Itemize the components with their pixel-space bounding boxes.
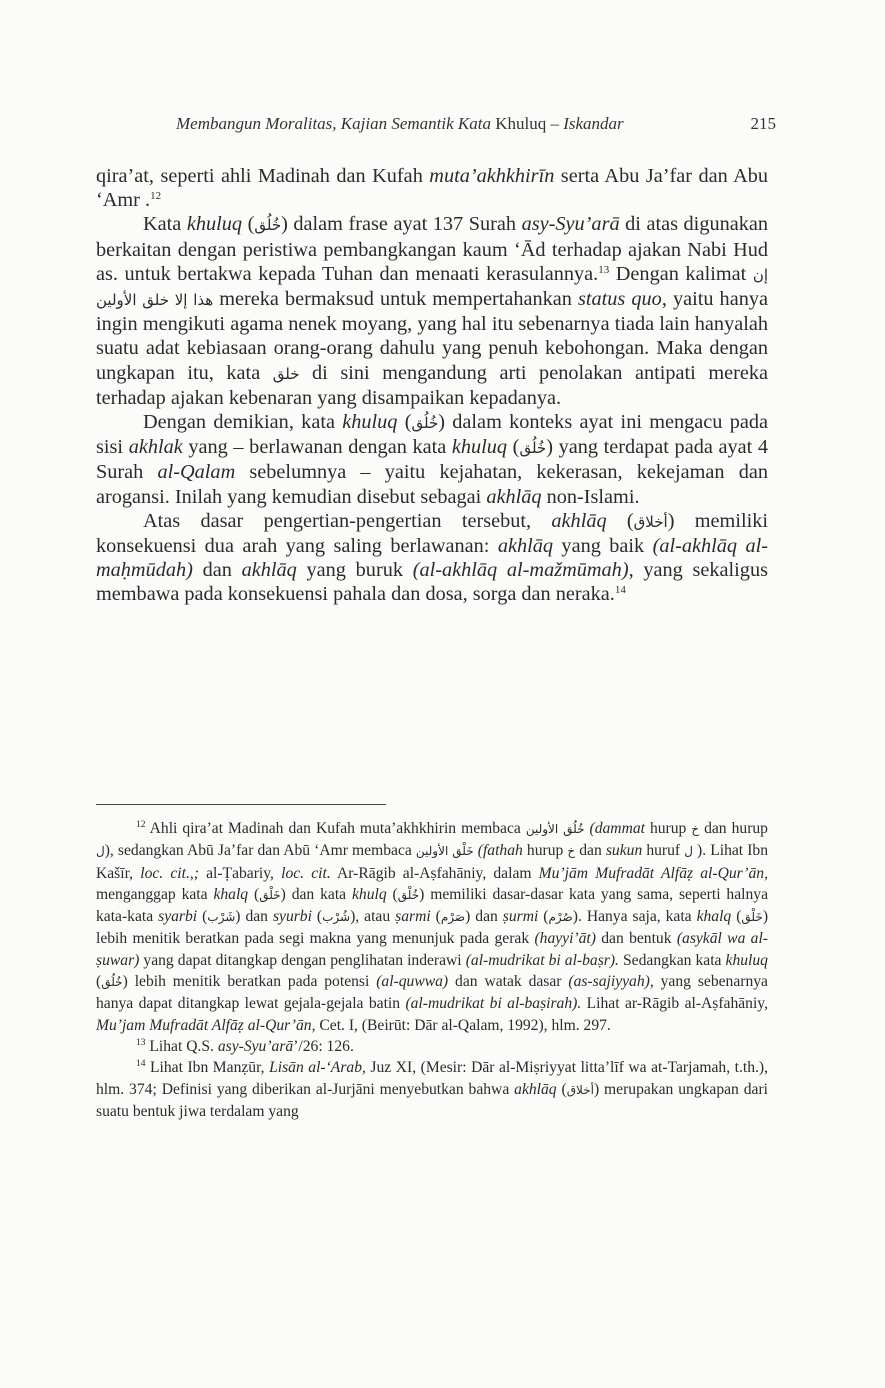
paragraph-3: Dengan demikian, kata khuluq (خُلُق) dalam konteks ayat ini mengacu pada sisi akhlak yang – berlawanan dengan kata khuluq (خُلُق) yang terdapat pada ayat 4 Surah al-Qalam sebelumnya – yaitu kejahatan, kekerasan, kekejaman dan arogansi. Inilah yang kemudian disebut sebagai akhlāq non-Islami. bbox=[96, 411, 769, 508]
arabic-text: خُلُق bbox=[519, 439, 547, 458]
arabic-text: أخلاق bbox=[566, 1082, 594, 1097]
arabic-text: ل bbox=[96, 844, 105, 859]
arabic-text: شُرْب bbox=[322, 910, 351, 925]
main-text bbox=[96, 164, 768, 607]
footnote-12: $^{12}$ Ahli qira’at Madinah dan Kufah muta’akhkhirin membaca خُلُق الأولين (dammat hurup خ dan hurup ل), sedangkan Abū Ja’far dan Abū ‘Amr membaca خَلْق الأولين (fathah hurup خ dan sukun huruf ل ). Lihat Ibn Kašīr, loc. cit.,; al-Ṭabariy, loc. cit. Ar-Rāgib al-Aṣfahāniy, dalam Mu’jām Mufradāt Alfāẓ al-Qur’ān, menganggap kata khalq (خَلْق) dan kata khulq (خُلْق) memiliki dasar-dasar kata yang sama, seperti halnya kata-kata syarbi (شَرْب) dan syurbi (شُرْب), atau ṣarmi (صَرْم) dan ṣurmi (صُرْم). Hanya saja, kata khalq (خَلْق) lebih menitik beratkan pada segi makna yang menunjuk pada gerak (hayyi’āt) dan bentuk (asykāl wa al-ṣuwar) yang dapat ditangkap dengan penglihatan inderawi (al-mudrikat bi al-baṣr). Sedangkan kata khuluq (خُلُق) lebih menitik beratkan pada potensi (al-quwwa) dan watak dasar (as-sajiyyah), yang sebenarnya hanya dapat ditangkap lewat gejala-gejala batin (al-mudrikat bi al-baṣirah). Lihat ar-Rāgib al-Aṣfahāniy, Mu’jam Mufradāt Alfāẓ al-Qur’ān, Cet. I, (Beirūt: Dār al-Qalam, 1992), hlm. 297. bbox=[96, 820, 769, 1034]
paragraph-2: Kata khuluq (خُلُق) dalam frase ayat 137 Surah asy-Syu’arā di atas digunakan berkaitan dengan peristiwa pembangkangan kaum ‘Ād terhadap ajakan Nabi Hud as. untuk bertakwa kepada Tuhan dan menaati kerasulannya.$^{13}$ Dengan kalimat إن هذا إلا خلق الأولين mereka bermaksud untuk mempertahankan status quo, yaitu hanya ingin mengikuti agama nenek moyang, yang hal itu sebenarnya tiada lain hanyalah suatu adat kebiasaan orang-orang dahulu yang penuh kebohongan. Maka dengan ungkapan itu, kata خلق di sini mengandung arti penolakan antipati mereka terhadap ajakan kebenaran yang disampaikan kepadanya. bbox=[96, 213, 769, 409]
footnote-ref-13[interactable]: 13 bbox=[598, 263, 610, 276]
footnote-number: 12 bbox=[136, 820, 146, 830]
footnote-ref-12[interactable]: 12 bbox=[150, 190, 162, 203]
footnote-number: 13 bbox=[136, 1037, 146, 1048]
arabic-text: صَرْم bbox=[440, 910, 466, 925]
arabic-text: خَلْق الأولين bbox=[415, 844, 474, 859]
arabic-text: شَرْب bbox=[207, 910, 236, 925]
paragraph-4: Atas dasar pengertian-pengertian tersebut, akhlāq (أخلاق) memiliki konsekuensi dua arah yang saling berlawanan: akhlāq yang baik (al-akhlāq al-maḥmūdah) dan akhlāq yang buruk (al-akhlāq al-mažmūmah), yang sekaligus membawa pada konsekuensi pahala dan dosa, sorga dan neraka.$^{14}$ bbox=[96, 509, 768, 606]
arabic-text: خ bbox=[691, 822, 700, 836]
arabic-text: خَلْق bbox=[741, 910, 763, 925]
header-separator: – bbox=[546, 114, 564, 133]
arabic-text: خلق bbox=[272, 364, 300, 383]
header-author: Iskandar bbox=[563, 114, 624, 133]
arabic-text: خُلُق bbox=[101, 975, 123, 990]
arabic-text: خُلُق bbox=[411, 414, 439, 433]
arabic-text: خُلْق bbox=[397, 887, 420, 902]
footnotes bbox=[96, 818, 768, 1122]
arabic-text: ل bbox=[684, 844, 693, 859]
arabic-text: أخلاق bbox=[633, 512, 668, 531]
arabic-text: صُرْم bbox=[548, 910, 573, 925]
arabic-text: خ bbox=[567, 844, 576, 859]
footnote-divider bbox=[96, 804, 386, 805]
arabic-text: إن هذا إلا خلق الأولين bbox=[96, 265, 769, 310]
arabic-text: خُلُق الأولين bbox=[525, 822, 585, 836]
header-title: Membangun Moralitas, Kajian Semantik Kata bbox=[176, 114, 491, 133]
footnote-ref-14[interactable]: 14 bbox=[614, 584, 626, 597]
footnote-14: $^{14}$ Lihat Ibn Manẓūr, Lisān al-‘Arab, Juz XI, (Mesir: Dār al-Miṣriyyat litta’līf wa at-Tarjamah, t.th.), hlm. 374; Definisi yang diberikan al-Jurjāni menyebutkan bahwa akhlāq (أخلاق) merupakan ungkapan dari suatu bentuk jiwa terdalam yang bbox=[96, 1059, 769, 1120]
arabic-text: خَلْق bbox=[259, 887, 281, 902]
arabic-text: خُلُق bbox=[254, 216, 282, 235]
page-number: 215 bbox=[750, 114, 776, 133]
header-keyword: Khuluq bbox=[490, 114, 547, 133]
running-header bbox=[176, 114, 776, 134]
footnote-13: $^{13}$ Lihat Q.S. asy-Syu’arā’/26: 126. bbox=[136, 1037, 354, 1055]
footnote-number: 14 bbox=[136, 1059, 146, 1070]
paragraph-1: qira’at, seperti ahli Madinah dan Kufah muta’akhkhirīn serta Abu Ja’far dan Abu ‘Amr .$^{12}$ bbox=[96, 165, 768, 212]
